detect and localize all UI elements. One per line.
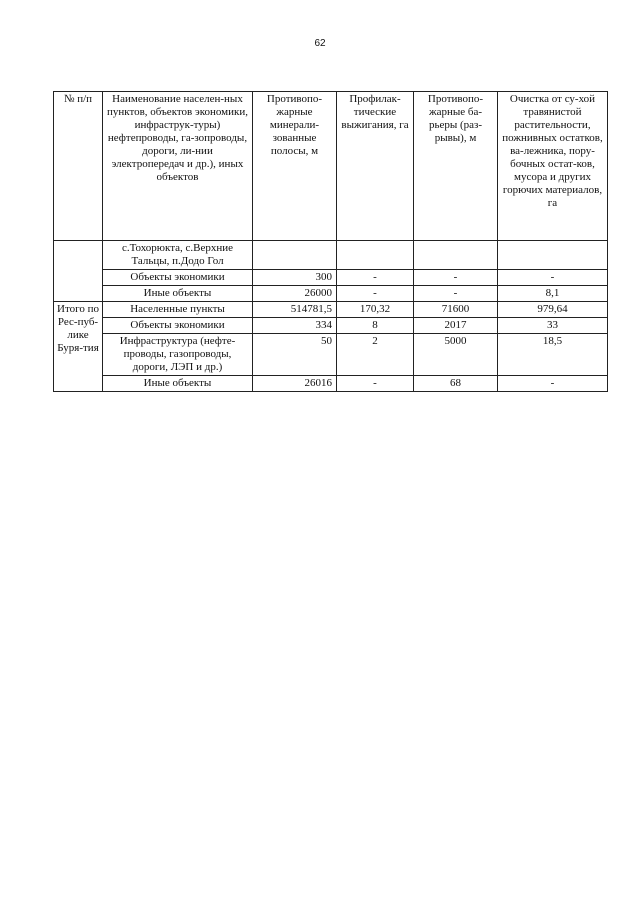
- page-number: 62: [314, 38, 326, 49]
- row-name: Объекты экономики: [103, 318, 253, 334]
- strips-cell: [253, 241, 337, 270]
- burning-cell: 170,32: [337, 302, 414, 318]
- row-name: Иные объекты: [103, 376, 253, 392]
- row-name: Объекты экономики: [103, 270, 253, 286]
- cleaning-cell: [498, 241, 608, 270]
- strips-cell: 26016: [253, 376, 337, 392]
- fire-measures-table: [53, 91, 608, 392]
- barriers-cell: 5000: [414, 334, 498, 376]
- cleaning-cell: 18,5: [498, 334, 608, 376]
- barriers-cell: 71600: [414, 302, 498, 318]
- row-name: Инфраструктура (нефте-проводы, газопроводы, дороги, ЛЭП и др.): [103, 334, 253, 376]
- burning-cell: -: [337, 270, 414, 286]
- burning-cell: 2: [337, 334, 414, 376]
- row-name: Населенные пункты: [103, 302, 253, 318]
- cleaning-cell: -: [498, 270, 608, 286]
- cleaning-cell: 33: [498, 318, 608, 334]
- table-row: [54, 302, 608, 318]
- cleaning-cell: -: [498, 376, 608, 392]
- burning-cell: -: [337, 376, 414, 392]
- strips-cell: 26000: [253, 286, 337, 302]
- cleaning-cell: 979,64: [498, 302, 608, 318]
- row-name: Иные объекты: [103, 286, 253, 302]
- header-burning: Профилак-тические выжигания, га: [337, 92, 414, 241]
- cleaning-cell: 8,1: [498, 286, 608, 302]
- barriers-cell: 2017: [414, 318, 498, 334]
- table-row: [54, 376, 608, 392]
- table-row: [54, 334, 608, 376]
- barriers-cell: 68: [414, 376, 498, 392]
- table-row: [54, 241, 608, 270]
- burning-cell: 8: [337, 318, 414, 334]
- header-strips: Противопо-жарные минерали-зованные полосы, м: [253, 92, 337, 241]
- barriers-cell: [414, 241, 498, 270]
- strips-cell: 514781,5: [253, 302, 337, 318]
- strips-cell: 300: [253, 270, 337, 286]
- number-cell: [54, 241, 103, 302]
- strips-cell: 50: [253, 334, 337, 376]
- row-name: с.Тохорюкта, с.Верхние Тальцы, п.Додо Гол: [103, 241, 253, 270]
- burning-cell: -: [337, 286, 414, 302]
- table-row: [54, 318, 608, 334]
- table-row: [54, 286, 608, 302]
- burning-cell: [337, 241, 414, 270]
- header-barriers: Противопо-жарные ба-рьеры (раз-рывы), м: [414, 92, 498, 241]
- header-name: Наименование населен-ных пунктов, объектов экономики, инфраструк-туры) нефтепроводы, га-зопроводы, дороги, ли-нии электропередач и др.), иных объектов: [103, 92, 253, 241]
- strips-cell: 334: [253, 318, 337, 334]
- total-label: Итого по Рес-пуб-лике Буря-тия: [54, 302, 103, 392]
- barriers-cell: -: [414, 286, 498, 302]
- header-cleaning: Очистка от су-хой травянистой растительности, пожнивных остатков, ва-лежника, пору-бочных остат-ков, мусора и других горючих материалов, га: [498, 92, 608, 241]
- table-header-row: [54, 92, 608, 241]
- table-row: [54, 270, 608, 286]
- barriers-cell: -: [414, 270, 498, 286]
- header-number: № п/п: [54, 92, 103, 241]
